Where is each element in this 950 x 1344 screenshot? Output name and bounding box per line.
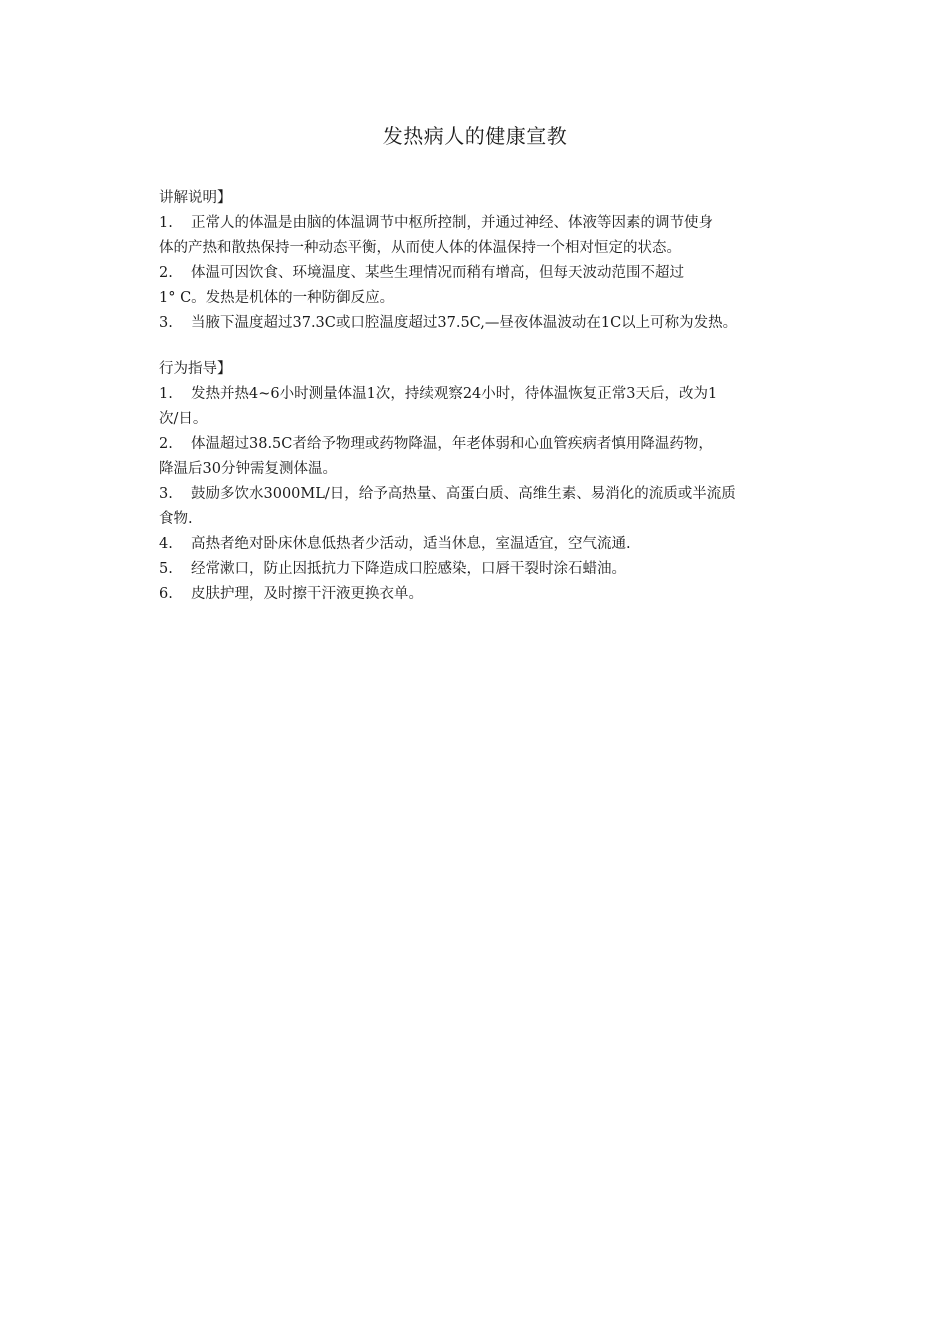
section-heading: 行为指导】 <box>159 361 232 377</box>
item-text: 高热者绝对卧床休息低热者少活动，适当休息，室温适宜，空气流通. <box>191 536 631 552</box>
item-text: 正常人的体温是由脑的体温调节中枢所控制，并通过神经、体液等因素的调节使身 体的产热和散热保持一种动态平衡，从而使人体的体温保持一个相对恒定的状态。 <box>159 215 713 256</box>
item-number: 1. <box>159 215 173 231</box>
item-number: 4. <box>159 536 173 552</box>
item-text: 当腋下温度超过37.3C或口腔温度超过37.5C,—昼夜体温波动在1C以上可称为发热。 <box>191 315 738 331</box>
document-title: 发热病人的健康宣教 <box>382 124 568 148</box>
list-item <box>159 382 834 432</box>
item-text: 体温可因饮食、环境温度、某些生理情况而稍有增高，但每天波动范围不超过 1° C。发热是机体的一种防御反应。 <box>159 265 684 306</box>
list-item <box>159 311 834 336</box>
item-number: 3. <box>159 486 173 502</box>
list-item <box>159 557 834 582</box>
list-item <box>159 582 834 607</box>
item-text: 鼓励多饮水3000ML/日，给予高热量、高蛋白质、高维生素、易消化的流质或半流质 食物. <box>159 486 736 527</box>
item-text: 皮肤护理，及时擦干汗液更换衣单。 <box>191 586 423 602</box>
section-behavior-guidance <box>159 357 834 607</box>
list-item <box>159 211 834 261</box>
document-body <box>159 186 834 607</box>
item-number: 5. <box>159 561 173 577</box>
item-number: 2. <box>159 265 173 281</box>
list-item <box>159 261 834 311</box>
section-heading: 讲解说明】 <box>159 190 232 206</box>
item-number: 2. <box>159 436 173 452</box>
item-number: 3. <box>159 315 173 331</box>
item-text: 经常漱口，防止因抵抗力下降造成口腔感染，口唇干裂时涂石蜡油。 <box>191 561 626 577</box>
item-number: 6. <box>159 586 173 602</box>
item-text: 体温超过38.5C者给予物理或药物降温，年老体弱和心血管疾病者慎用降温药物， 降温后30分钟需复测体温。 <box>159 436 713 477</box>
item-text: 发热并热4~6小时测量体温1次，持续观察24小时，待体温恢复正常3天后，改为1 次/日。 <box>159 386 718 427</box>
list-item <box>159 532 834 557</box>
item-number: 1. <box>159 386 173 402</box>
section-explanation <box>159 186 834 336</box>
list-item <box>159 432 834 482</box>
list-item <box>159 482 834 532</box>
